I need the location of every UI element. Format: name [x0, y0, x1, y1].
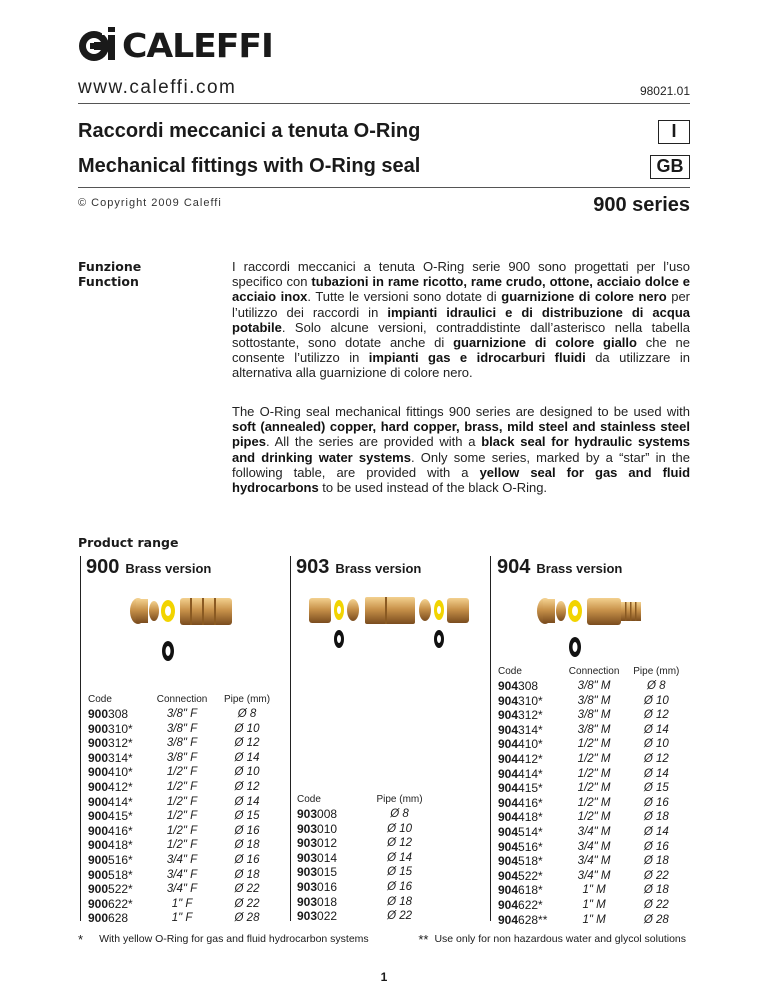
pipe-diameter: Ø 14 — [643, 825, 669, 838]
table-row — [498, 737, 686, 752]
series-904-table — [498, 666, 686, 927]
table-row — [297, 851, 437, 866]
footnote-text: With yellow O-Ring for gas and fluid hydrocarbon systems — [99, 933, 369, 945]
column-header: Code — [88, 694, 112, 705]
product-code: 900518* — [88, 867, 133, 882]
pipe-diameter: Ø 14 — [234, 795, 260, 808]
connection-size: 3/4" M — [577, 869, 611, 882]
connection-size: 1/2" M — [577, 738, 611, 751]
series-version: Brass version — [335, 561, 422, 576]
product-code: 903014 — [297, 850, 338, 865]
pipe-diameter: Ø 22 — [234, 897, 260, 910]
description-run: da utilizzare in alternativa alla guarnizione di colore nero. — [232, 350, 690, 381]
function-label — [78, 259, 141, 289]
description-run: black seal for hydraulic systems and drinking water systems — [232, 434, 690, 465]
pipe-diameter: Ø 10 — [234, 722, 260, 735]
function-label-en: Function — [78, 274, 139, 289]
table-row — [297, 909, 437, 924]
table-row — [297, 836, 437, 851]
description-run: The O-Ring seal mechanical fittings 900 series are designed to be used with — [232, 404, 690, 419]
column-header: Code — [297, 794, 321, 805]
pipe-diameter: Ø 18 — [643, 811, 669, 824]
connection-size: 1" M — [582, 898, 606, 911]
table-row — [498, 913, 686, 928]
table-row — [88, 824, 278, 839]
pipe-diameter: Ø 14 — [234, 751, 260, 764]
connection-size: 1/2" M — [577, 811, 611, 824]
description-run: che ne consente l’utilizzo in — [232, 335, 690, 366]
connection-size: 3/4" F — [166, 853, 198, 866]
connection-size: 1" F — [171, 897, 193, 910]
caleffi-logo — [78, 26, 273, 65]
column-divider — [290, 556, 291, 921]
product-code: 903016 — [297, 879, 338, 894]
footnote-marker: * — [78, 932, 84, 947]
description-english — [232, 404, 690, 495]
pipe-diameter: Ø 18 — [643, 884, 669, 897]
series-version: Brass version — [536, 561, 623, 576]
description-run: . All the series are provided with a — [265, 434, 482, 450]
pipe-diameter: Ø 28 — [234, 912, 260, 925]
column-header: Pipe (mm) — [633, 666, 680, 677]
pipe-diameter: Ø 22 — [643, 898, 669, 911]
product-code: 904310* — [498, 693, 543, 708]
product-code: 903008 — [297, 807, 338, 821]
language-badge-gb: GB — [650, 155, 690, 179]
pipe-diameter: Ø 15 — [234, 810, 260, 823]
footnote-marker: ** — [418, 932, 429, 947]
caleffi-logo-icon — [78, 27, 116, 65]
product-code: 900416* — [88, 823, 133, 838]
connection-size: 3/4" F — [166, 883, 198, 896]
pipe-diameter: Ø 12 — [643, 752, 669, 765]
product-code: 904628** — [498, 912, 548, 927]
title-divider — [78, 187, 690, 188]
footnote-yellow-oring — [78, 932, 369, 947]
table-row — [88, 853, 278, 868]
product-code: 904514* — [498, 824, 543, 839]
connection-size: 1/2" F — [166, 795, 198, 808]
table-row — [297, 807, 437, 822]
connection-size: 1/2" M — [577, 796, 611, 809]
pipe-diameter: Ø 18 — [387, 895, 412, 908]
description-italian — [232, 259, 690, 381]
connection-size: 3/8" F — [166, 722, 198, 735]
table-row — [88, 809, 278, 824]
website-url[interactable]: www.caleffi.com — [78, 77, 237, 98]
column-header: Pipe (mm) — [376, 794, 423, 805]
series-900-heading — [86, 556, 211, 579]
product-code: 900312* — [88, 736, 133, 751]
pipe-diameter: Ø 28 — [643, 913, 669, 926]
connection-size: 1/2" F — [166, 766, 198, 779]
table-row — [498, 752, 686, 767]
product-code: 903012 — [297, 836, 338, 851]
description-run: to be used instead of the black O-Ring. — [318, 480, 548, 496]
table-row — [88, 838, 278, 853]
product-code: 900410* — [88, 765, 133, 780]
product-code: 904622* — [498, 897, 543, 912]
column-header: Connection — [568, 666, 620, 677]
page-number: 1 — [380, 970, 388, 984]
product-code: 904410* — [498, 737, 543, 752]
table-row — [88, 911, 278, 926]
fitting-903-image — [303, 595, 473, 655]
table-row — [88, 736, 278, 751]
table-row — [88, 780, 278, 795]
table-row — [498, 796, 686, 811]
connection-size: 3/4" M — [577, 840, 611, 853]
series-903-table — [297, 794, 437, 924]
table-row — [498, 708, 686, 723]
connection-size: 3/8" F — [166, 708, 198, 720]
table-header-row — [498, 666, 686, 679]
footnote-non-hazardous — [418, 932, 686, 947]
product-code: 903018 — [297, 894, 338, 909]
table-row — [297, 880, 437, 895]
table-row — [297, 895, 437, 910]
connection-size: 1/2" F — [166, 824, 198, 837]
fitting-904-image — [535, 595, 645, 667]
description-run: guarnizione di colore giallo — [453, 335, 637, 351]
table-row — [88, 897, 278, 912]
pipe-diameter: Ø 18 — [234, 839, 260, 852]
pipe-diameter: Ø 10 — [643, 694, 669, 707]
product-code: 904516* — [498, 839, 543, 854]
table-row — [498, 679, 686, 694]
product-code: 900628 — [88, 911, 129, 926]
table-row — [88, 868, 278, 883]
connection-size: 1/2" M — [577, 752, 611, 765]
fitting-900-image — [128, 595, 240, 673]
connection-size: 3/8" M — [577, 709, 611, 722]
pipe-diameter: Ø 10 — [643, 738, 669, 751]
series-number: 900 — [86, 556, 120, 578]
product-code: 900522* — [88, 882, 133, 897]
pipe-diameter: Ø 12 — [234, 780, 260, 793]
product-code: 900418* — [88, 838, 133, 853]
pipe-diameter: Ø 16 — [643, 840, 669, 853]
pipe-diameter: Ø 14 — [387, 851, 412, 864]
table-header-row — [297, 794, 437, 807]
connection-size: 1/2" M — [577, 767, 611, 780]
pipe-diameter: Ø 16 — [643, 796, 669, 809]
pipe-diameter: Ø 22 — [643, 869, 669, 882]
table-row — [498, 898, 686, 913]
pipe-diameter: Ø 12 — [643, 709, 669, 722]
pipe-diameter: Ø 8 — [390, 808, 409, 820]
product-range-label: Product range — [78, 535, 179, 550]
pipe-diameter: Ø 10 — [387, 822, 412, 835]
connection-size: 3/4" M — [577, 825, 611, 838]
product-code: 900412* — [88, 779, 133, 794]
column-divider — [80, 556, 81, 921]
pipe-diameter: Ø 8 — [647, 680, 666, 692]
pipe-diameter: Ø 22 — [387, 910, 412, 923]
table-row — [498, 781, 686, 796]
product-code: 904418* — [498, 810, 543, 825]
function-label-it: Funzione — [78, 259, 142, 274]
connection-size: 3/4" F — [166, 868, 198, 881]
product-code: 904314* — [498, 722, 543, 737]
product-code: 904518* — [498, 854, 543, 869]
pipe-diameter: Ø 8 — [237, 708, 257, 720]
connection-size: 3/4" M — [577, 855, 611, 868]
series-number: 903 — [296, 556, 330, 578]
table-row — [88, 707, 278, 722]
logo-text: CALEFFI — [122, 26, 273, 65]
pipe-diameter: Ø 12 — [234, 737, 260, 750]
column-header: Pipe (mm) — [223, 694, 271, 705]
product-code: 904412* — [498, 751, 543, 766]
product-code: 900310* — [88, 721, 133, 736]
connection-size: 3/8" M — [577, 680, 611, 692]
table-row — [498, 883, 686, 898]
description-run: . Tutte le versioni sono dotate di — [307, 289, 502, 305]
column-header: Connection — [156, 694, 208, 705]
table-row — [88, 882, 278, 897]
table-row — [498, 840, 686, 855]
description-run: guarnizione di colore nero — [501, 289, 667, 305]
series-904-heading — [497, 556, 622, 579]
table-row — [297, 865, 437, 880]
connection-size: 3/8" M — [577, 723, 611, 736]
table-row — [498, 854, 686, 869]
product-code: 900308 — [88, 707, 129, 721]
pipe-diameter: Ø 22 — [234, 883, 260, 896]
product-code: 904308 — [498, 679, 539, 693]
pipe-diameter: Ø 15 — [387, 866, 412, 879]
connection-size: 3/8" F — [166, 751, 198, 764]
language-badge-it: I — [658, 120, 690, 144]
product-code: 900415* — [88, 809, 133, 824]
table-row — [88, 751, 278, 766]
product-code: 900314* — [88, 750, 133, 765]
connection-size: 1/2" F — [166, 810, 198, 823]
series-title: 900 series — [593, 194, 690, 216]
pipe-diameter: Ø 16 — [234, 853, 260, 866]
pipe-diameter: Ø 14 — [643, 767, 669, 780]
connection-size: 1/2" F — [166, 839, 198, 852]
table-row — [498, 810, 686, 825]
column-divider — [490, 556, 491, 921]
description-run: . Only some series, marked by a “star” in the following table, are provided with a — [232, 449, 690, 480]
table-row — [88, 722, 278, 737]
table-row — [88, 765, 278, 780]
description-run: impianti idraulici e di distribuzione di acqua potabile — [232, 304, 690, 335]
column-header: Code — [498, 666, 522, 677]
connection-size: 1" M — [582, 913, 606, 926]
product-code: 904312* — [498, 708, 543, 723]
series-903-heading — [296, 556, 421, 579]
product-code: 900622* — [88, 896, 133, 911]
pipe-diameter: Ø 16 — [234, 824, 260, 837]
description-run: tubazioni in rame ricotto, rame crudo, ottone, acciaio dolce e acciaio inox — [232, 274, 690, 305]
description-run: I raccordi meccanici a tenuta O-Ring serie 900 sono progettati per l’uso specifico con — [232, 259, 690, 290]
product-code: 904414* — [498, 766, 543, 781]
product-code: 904415* — [498, 781, 543, 796]
series-version: Brass version — [125, 561, 212, 576]
product-code: 904618* — [498, 883, 543, 898]
description-run: impianti gas e idrocarburi fluidi — [368, 350, 586, 366]
pipe-diameter: Ø 12 — [387, 837, 412, 850]
table-row — [498, 825, 686, 840]
header-divider — [78, 103, 690, 104]
table-row — [297, 822, 437, 837]
product-code: 904416* — [498, 795, 543, 810]
copyright: © Copyright 2009 Caleffi — [78, 197, 222, 209]
pipe-diameter: Ø 15 — [643, 782, 669, 795]
pipe-diameter: Ø 10 — [234, 766, 260, 779]
connection-size: 3/8" F — [166, 737, 198, 750]
product-code: 904522* — [498, 868, 543, 883]
description-run: per l’utilizzo dei raccordi in — [232, 289, 690, 320]
description-run: yellow seal for gas and fluid hydrocarbons — [232, 464, 691, 496]
title-english: Mechanical fittings with O-Ring seal — [78, 155, 421, 177]
description-run: . Solo alcune versioni, contraddistinte dall’asterisco nella tabella sottostante, sono dotate anche di — [232, 319, 690, 351]
pipe-diameter: Ø 18 — [643, 855, 669, 868]
connection-size: 1/2" M — [577, 782, 611, 795]
title-italian: Raccordi meccanici a tenuta O-Ring — [78, 120, 421, 142]
pipe-diameter: Ø 16 — [387, 880, 412, 893]
product-code: 903022 — [297, 909, 338, 924]
table-row — [88, 795, 278, 810]
table-row — [498, 869, 686, 884]
table-row — [498, 723, 686, 738]
table-row — [498, 694, 686, 709]
connection-size: 1" M — [582, 884, 606, 897]
series-number: 904 — [497, 556, 531, 578]
footnote-text: Use only for non hazardous water and glycol solutions — [434, 933, 686, 945]
product-code: 903015 — [297, 865, 338, 880]
product-code: 903010 — [297, 821, 338, 836]
document-number: 98021.01 — [639, 84, 690, 98]
connection-size: 1/2" F — [166, 780, 198, 793]
pipe-diameter: Ø 14 — [643, 723, 669, 736]
pipe-diameter: Ø 18 — [234, 868, 260, 881]
description-run: soft (annealed) copper, hard copper, brass, mild steel and stainless steel pipes — [232, 419, 690, 450]
product-code: 900516* — [88, 852, 133, 867]
table-row — [498, 767, 686, 782]
table-header-row — [88, 694, 278, 707]
connection-size: 1" F — [171, 912, 193, 925]
product-code: 900414* — [88, 794, 133, 809]
series-900-table — [88, 694, 278, 926]
connection-size: 3/8" M — [577, 694, 611, 707]
